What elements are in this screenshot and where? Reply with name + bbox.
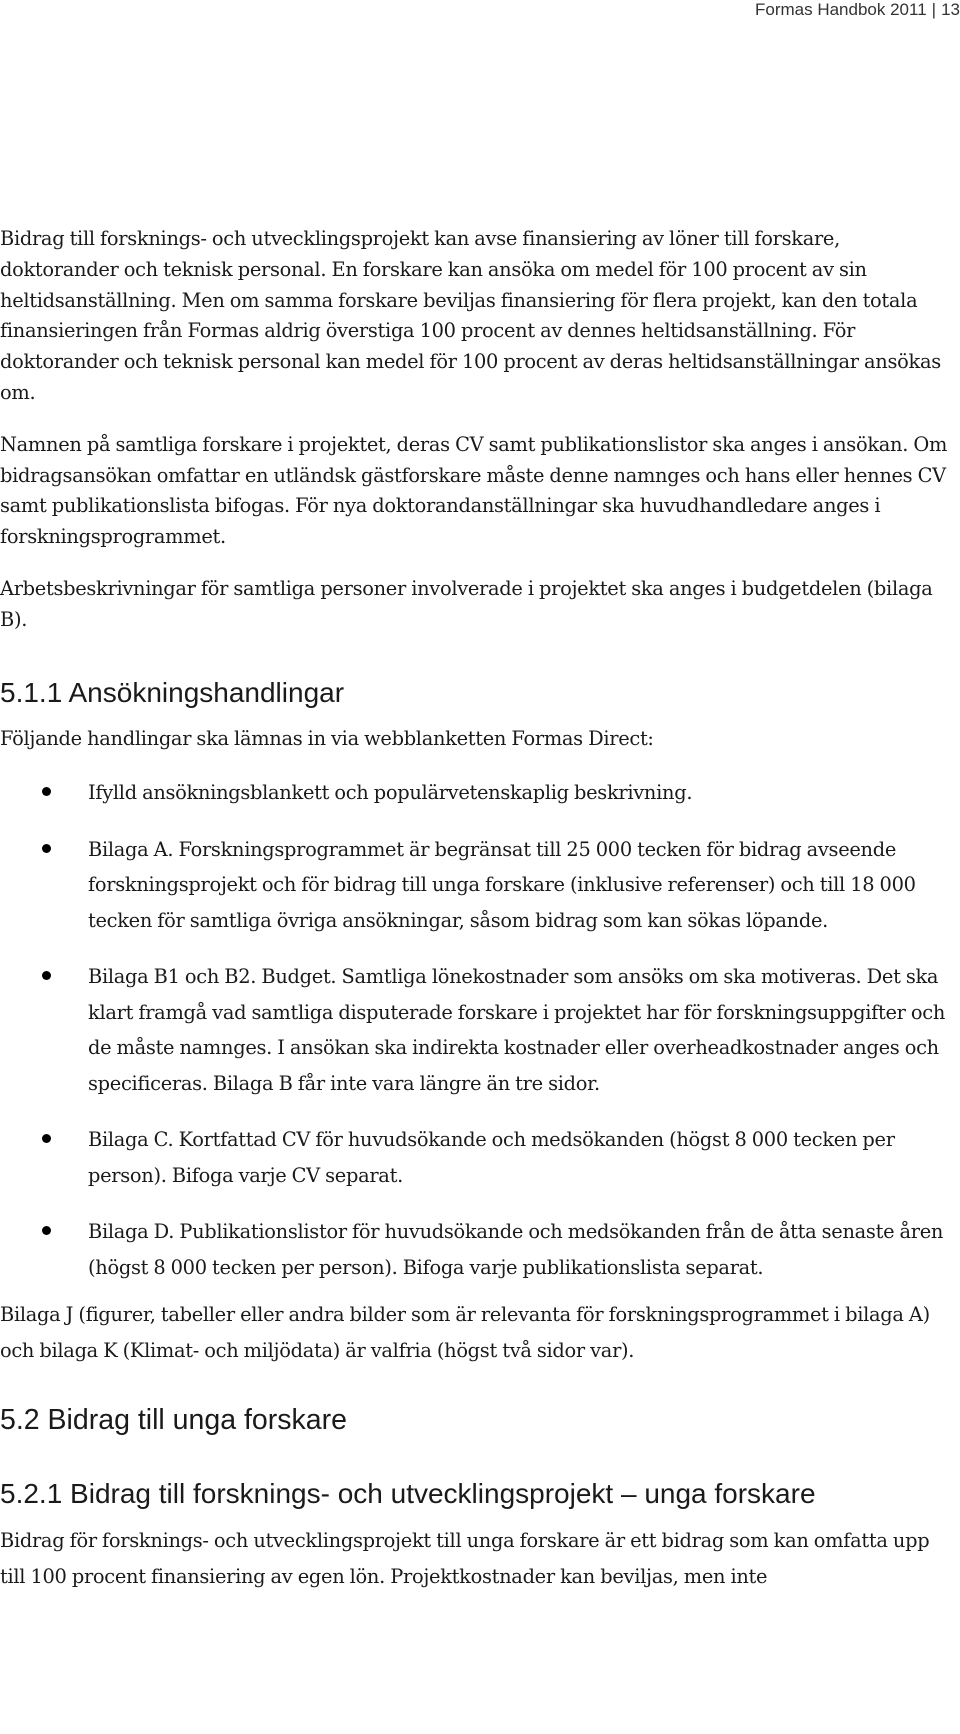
section-heading-521: 5.2.1 Bidrag till forsknings- och utvecklingsprojekt – unga forskare: [0, 1478, 816, 1510]
bullet-icon: [42, 1226, 51, 1235]
paragraph-salaries: Bidrag till forsknings- och utvecklingsprojekt kan avse finansiering av löner till forskare, doktorander och teknisk personal. En forskare kan ansöka om medel för 100 procent av sin heltidsanställning. Men om samma forskare beviljas finansiering för flera projekt, kan den totala finansieringen från Formas aldrig överstiga 100 procent av dennes heltidsanställning. För doktorander och teknisk personal kan medel för 100 procent av deras heltidsanställningar ansökas om.: [0, 227, 941, 404]
list-item-text: Bilaga D. Publikationslistor för huvudsökande och medsökanden från de åtta senaste åren (högst 8 000 tecken per person). Bifoga varje publikationslista separat.: [88, 1220, 944, 1279]
list-item: [0, 1122, 956, 1193]
list-item: [0, 775, 956, 811]
header-separator: |: [931, 0, 937, 19]
list-item-text: Ifylld ansökningsblankett och populärvetenskaplig beskrivning.: [88, 781, 693, 805]
list-item-text: Bilaga A. Forskningsprogrammet är begränsat till 25 000 tecken för bidrag avseende forskningsprojekt och för bidrag till unga forskare (inklusive referenser) och till 18 000 tecken för samtliga övriga ansökningar, såsom bidrag som kan sökas löpande.: [88, 837, 916, 932]
list-item: [0, 832, 956, 939]
bullet-icon: [42, 971, 51, 980]
section-heading-52: 5.2 Bidrag till unga forskare: [0, 1404, 347, 1437]
page-header: [755, 0, 960, 20]
header-page-number: 13: [941, 0, 960, 19]
paragraph-work-descriptions: Arbetsbeskrivningar för samtliga personer involverade i projektet ska anges i budgetdelen (bilaga B).: [0, 576, 933, 631]
list-item: [0, 959, 956, 1101]
section-511-intro: Följande handlingar ska lämnas in via webblanketten Formas Direct:: [0, 726, 654, 750]
section-511-outro: Bilaga J (figurer, tabeller eller andra bilder som är relevanta för forskningsprogrammet i bilaga A) och bilaga K (Klimat- och miljödata) är valfria (högst två sidor var).: [0, 1303, 930, 1363]
section-521-text: Bidrag för forsknings- och utvecklingsprojekt till unga forskare är ett bidrag som kan omfatta upp till 100 procent finansiering av egen lön. Projektkostnader kan beviljas, men inte: [0, 1529, 930, 1589]
document-list: [0, 775, 956, 1285]
list-item: [0, 1214, 956, 1285]
bullet-icon: [42, 844, 51, 853]
section-heading-511: 5.1.1 Ansökningshandlingar: [0, 676, 345, 708]
paragraph-researcher-names: Namnen på samtliga forskare i projektet, deras CV samt publikationslistor ska anges i ansökan. Om bidragsansökan omfattar en utländsk gästforskare måste denne namnges och hans eller hennes CV samt publikationslista bifogas. För nya doktorandanställningar ska huvudhandledare anges i forskningsprogrammet.: [0, 432, 948, 549]
document-body: [0, 224, 956, 1595]
bullet-icon: [42, 787, 51, 796]
list-item-text: Bilaga B1 och B2. Budget. Samtliga lönekostnader som ansöks om ska motiveras. Det ska klart framgå vad samtliga disputerade forskare i projektet har för forskningsuppgifter och de måste namnges. I ansökan ska indirekta kostnader eller overheadkostnader anges och specificeras. Bilaga B får inte vara längre än tre sidor.: [88, 965, 946, 1095]
header-title: Formas Handbok 2011: [754, 0, 927, 19]
bullet-icon: [42, 1134, 51, 1143]
list-item-text: Bilaga C. Kortfattad CV för huvudsökande och medsökanden (högst 8 000 tecken per person). Bifoga varje CV separat.: [88, 1128, 895, 1187]
